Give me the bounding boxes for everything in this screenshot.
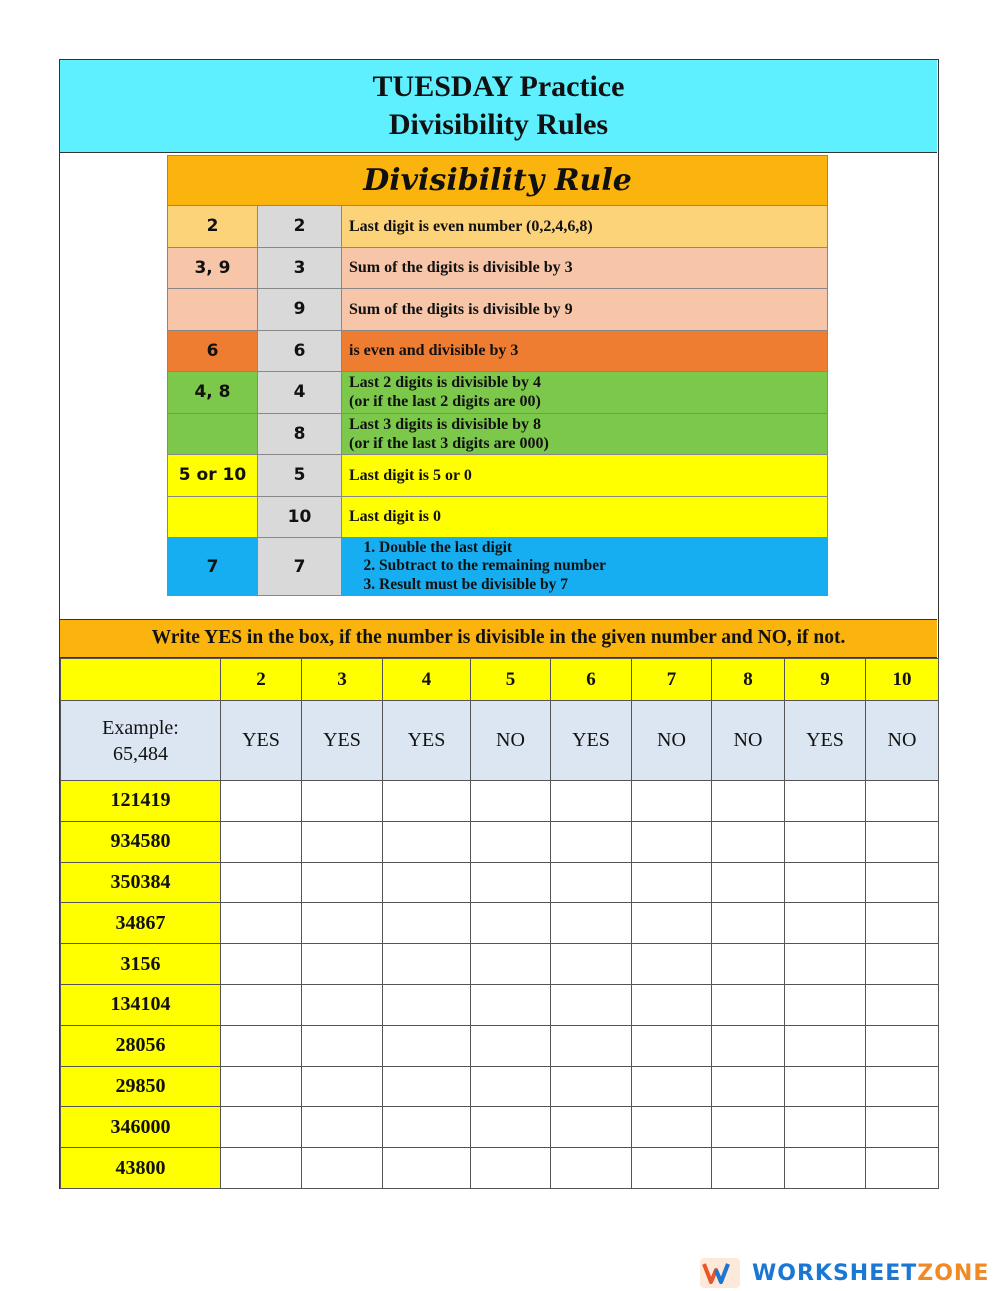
- practice-number: 121419: [61, 781, 221, 822]
- answer-box[interactable]: [632, 821, 712, 862]
- answer-box[interactable]: [551, 862, 632, 903]
- example-label: [61, 701, 221, 781]
- answer-box[interactable]: [785, 862, 866, 903]
- answer-box[interactable]: [712, 944, 785, 985]
- practice-row: [61, 781, 939, 822]
- answer-box[interactable]: [785, 821, 866, 862]
- answer-box[interactable]: [866, 1025, 939, 1066]
- example-row: [61, 701, 939, 781]
- answer-box[interactable]: [712, 862, 785, 903]
- answer-box[interactable]: [712, 1148, 785, 1189]
- answer-box[interactable]: [221, 781, 302, 822]
- rule-text: [342, 538, 828, 596]
- practice-row: [61, 1107, 939, 1148]
- rule-step: 2. Subtract to the remaining number: [379, 557, 827, 576]
- answer-box[interactable]: [712, 781, 785, 822]
- worksheet: [59, 59, 939, 1189]
- practice-number: 34867: [61, 903, 221, 944]
- answer-box[interactable]: [221, 944, 302, 985]
- practice-number: 934580: [61, 821, 221, 862]
- practice-row: [61, 1148, 939, 1189]
- rule-text: Sum of the digits is divisible by 9: [342, 289, 828, 331]
- answer-box[interactable]: [785, 984, 866, 1025]
- example-answer: YES: [221, 701, 302, 781]
- rule-group: 6: [168, 330, 258, 372]
- answer-box[interactable]: [632, 1107, 712, 1148]
- divisor-header: 2: [221, 659, 302, 701]
- answer-box[interactable]: [551, 1107, 632, 1148]
- answer-box[interactable]: [785, 903, 866, 944]
- rule-divisor: 2: [258, 206, 342, 248]
- answer-box[interactable]: [866, 903, 939, 944]
- answer-box[interactable]: [221, 1148, 302, 1189]
- answer-box[interactable]: [383, 1025, 471, 1066]
- answer-box[interactable]: [302, 984, 383, 1025]
- answer-box[interactable]: [471, 862, 551, 903]
- answer-box[interactable]: [383, 1066, 471, 1107]
- answer-box[interactable]: [712, 1025, 785, 1066]
- rule-text: [342, 372, 828, 414]
- rule-text-line: Last 2 digits is divisible by 4: [349, 374, 542, 392]
- divisor-header: 4: [383, 659, 471, 701]
- corner-cell: [61, 659, 221, 701]
- divisor-header-row: [61, 659, 939, 701]
- answer-box[interactable]: [383, 821, 471, 862]
- answer-box[interactable]: [866, 1107, 939, 1148]
- example-answer: NO: [712, 701, 785, 781]
- rule-group: 7: [168, 538, 258, 596]
- header-title: TUESDAY Practice: [372, 70, 625, 103]
- answer-box[interactable]: [785, 781, 866, 822]
- answer-box[interactable]: [551, 944, 632, 985]
- answer-box[interactable]: [383, 862, 471, 903]
- answer-box[interactable]: [551, 1066, 632, 1107]
- answer-box[interactable]: [866, 1148, 939, 1189]
- practice-row: [61, 944, 939, 985]
- rule-text: Sum of the digits is divisible by 3: [342, 247, 828, 289]
- divisor-header: 7: [632, 659, 712, 701]
- brand-logo: [700, 1255, 989, 1291]
- example-answer: NO: [471, 701, 551, 781]
- practice-row: [61, 862, 939, 903]
- practice-row: [61, 821, 939, 862]
- answer-box[interactable]: [302, 1107, 383, 1148]
- rule-text: Last digit is 0: [342, 496, 828, 538]
- answer-box[interactable]: [383, 903, 471, 944]
- answer-box[interactable]: [471, 903, 551, 944]
- rule-group: [168, 289, 258, 331]
- rule-text: [342, 413, 828, 455]
- answer-box[interactable]: [302, 903, 383, 944]
- practice-number: 134104: [61, 984, 221, 1025]
- example-answer: YES: [785, 701, 866, 781]
- answer-box[interactable]: [383, 944, 471, 985]
- answer-box[interactable]: [866, 1066, 939, 1107]
- brand-name-part2: ZONE: [917, 1260, 990, 1286]
- divisor-header: 8: [712, 659, 785, 701]
- example-answer: NO: [866, 701, 939, 781]
- divisor-header: 9: [785, 659, 866, 701]
- rule-group: 2: [168, 206, 258, 248]
- answer-box[interactable]: [866, 781, 939, 822]
- rule-text-line: (or if the last 3 digits are 000): [349, 434, 549, 452]
- answer-box[interactable]: [866, 944, 939, 985]
- answer-box[interactable]: [632, 903, 712, 944]
- answer-box[interactable]: [471, 1066, 551, 1107]
- answer-box[interactable]: [302, 1148, 383, 1189]
- answer-box[interactable]: [785, 1066, 866, 1107]
- rule-step: 1. Double the last digit: [379, 539, 827, 558]
- practice-number: 350384: [61, 862, 221, 903]
- rule-step: 3. Result must be divisible by 7: [379, 576, 827, 595]
- example-answer: NO: [632, 701, 712, 781]
- answer-box[interactable]: [383, 1148, 471, 1189]
- practice-grid: [60, 658, 939, 1189]
- rule-steps-list: [349, 539, 827, 595]
- answer-box[interactable]: [551, 821, 632, 862]
- practice-row: [61, 984, 939, 1025]
- rule-divisor: 7: [258, 538, 342, 596]
- example-number: 65,484: [113, 742, 168, 765]
- rule-divisor: 9: [258, 289, 342, 331]
- answer-box[interactable]: [785, 1025, 866, 1066]
- rule-text: is even and divisible by 3: [342, 330, 828, 372]
- rule-group: 5 or 10: [168, 455, 258, 497]
- rule-divisor: 6: [258, 330, 342, 372]
- practice-number: 43800: [61, 1148, 221, 1189]
- answer-box[interactable]: [221, 1066, 302, 1107]
- answer-box[interactable]: [221, 1107, 302, 1148]
- example-answer: YES: [302, 701, 383, 781]
- divisor-header: 10: [866, 659, 939, 701]
- worksheet-header: [60, 60, 937, 153]
- instruction-banner: Write YES in the box, if the number is divisible in the given number and NO, if not.: [60, 619, 937, 658]
- answer-box[interactable]: [221, 1025, 302, 1066]
- rule-divisor: 8: [258, 413, 342, 455]
- answer-box[interactable]: [383, 781, 471, 822]
- answer-box[interactable]: [712, 984, 785, 1025]
- answer-box[interactable]: [471, 1107, 551, 1148]
- rule-divisor: 4: [258, 372, 342, 414]
- answer-box[interactable]: [632, 984, 712, 1025]
- example-answer: YES: [551, 701, 632, 781]
- rule-group: [168, 413, 258, 455]
- answer-box[interactable]: [712, 821, 785, 862]
- answer-box[interactable]: [471, 944, 551, 985]
- rules-table-title: Divisibility Rule: [168, 156, 828, 206]
- answer-box[interactable]: [866, 984, 939, 1025]
- rule-divisor: 5: [258, 455, 342, 497]
- answer-box[interactable]: [302, 781, 383, 822]
- answer-box[interactable]: [383, 1107, 471, 1148]
- answer-box[interactable]: [221, 984, 302, 1025]
- answer-box[interactable]: [221, 903, 302, 944]
- worksheetzone-logo-icon: [700, 1258, 740, 1288]
- practice-number: 3156: [61, 944, 221, 985]
- answer-box[interactable]: [866, 862, 939, 903]
- rule-group: [168, 496, 258, 538]
- example-label-line: Example:: [102, 716, 179, 739]
- answer-box[interactable]: [866, 821, 939, 862]
- answer-box[interactable]: [551, 1148, 632, 1189]
- answer-box[interactable]: [632, 781, 712, 822]
- example-answer: YES: [383, 701, 471, 781]
- rule-divisor: 3: [258, 247, 342, 289]
- answer-box[interactable]: [785, 1107, 866, 1148]
- answer-box[interactable]: [551, 1025, 632, 1066]
- answer-box[interactable]: [302, 944, 383, 985]
- answer-box[interactable]: [712, 1107, 785, 1148]
- answer-box[interactable]: [302, 1066, 383, 1107]
- answer-box[interactable]: [551, 984, 632, 1025]
- answer-box[interactable]: [632, 862, 712, 903]
- answer-box[interactable]: [632, 1025, 712, 1066]
- practice-number: 29850: [61, 1066, 221, 1107]
- answer-box[interactable]: [785, 1148, 866, 1189]
- answer-box[interactable]: [302, 1025, 383, 1066]
- answer-box[interactable]: [632, 1066, 712, 1107]
- rule-text-line: (or if the last 2 digits are 00): [349, 393, 541, 411]
- practice-row: [61, 903, 939, 944]
- answer-box[interactable]: [712, 1066, 785, 1107]
- answer-box[interactable]: [785, 944, 866, 985]
- practice-row: [61, 1066, 939, 1107]
- answer-box[interactable]: [471, 1148, 551, 1189]
- answer-box[interactable]: [383, 984, 471, 1025]
- answer-box[interactable]: [551, 781, 632, 822]
- practice-row: [61, 1025, 939, 1066]
- header-subtitle: Divisibility Rules: [388, 108, 609, 141]
- rule-text: Last digit is 5 or 0: [342, 455, 828, 497]
- answer-box[interactable]: [712, 903, 785, 944]
- answer-box[interactable]: [471, 1025, 551, 1066]
- answer-box[interactable]: [551, 903, 632, 944]
- brand-name-part1: WORKSHEET: [752, 1260, 918, 1286]
- answer-box[interactable]: [221, 862, 302, 903]
- practice-number: 28056: [61, 1025, 221, 1066]
- answer-box[interactable]: [302, 821, 383, 862]
- answer-box[interactable]: [471, 781, 551, 822]
- divisibility-rules-table: [167, 155, 828, 596]
- rule-group: 3, 9: [168, 247, 258, 289]
- rule-group: 4, 8: [168, 372, 258, 414]
- answer-box[interactable]: [221, 821, 302, 862]
- answer-box[interactable]: [632, 1148, 712, 1189]
- answer-box[interactable]: [632, 944, 712, 985]
- divisor-header: 6: [551, 659, 632, 701]
- answer-box[interactable]: [471, 984, 551, 1025]
- rule-text: Last digit is even number (0,2,4,6,8): [342, 206, 828, 248]
- answer-box[interactable]: [302, 862, 383, 903]
- rule-divisor: 10: [258, 496, 342, 538]
- divisor-header: 5: [471, 659, 551, 701]
- answer-box[interactable]: [471, 821, 551, 862]
- practice-number: 346000: [61, 1107, 221, 1148]
- rule-text-line: Last 3 digits is divisible by 8: [349, 415, 542, 433]
- divisor-header: 3: [302, 659, 383, 701]
